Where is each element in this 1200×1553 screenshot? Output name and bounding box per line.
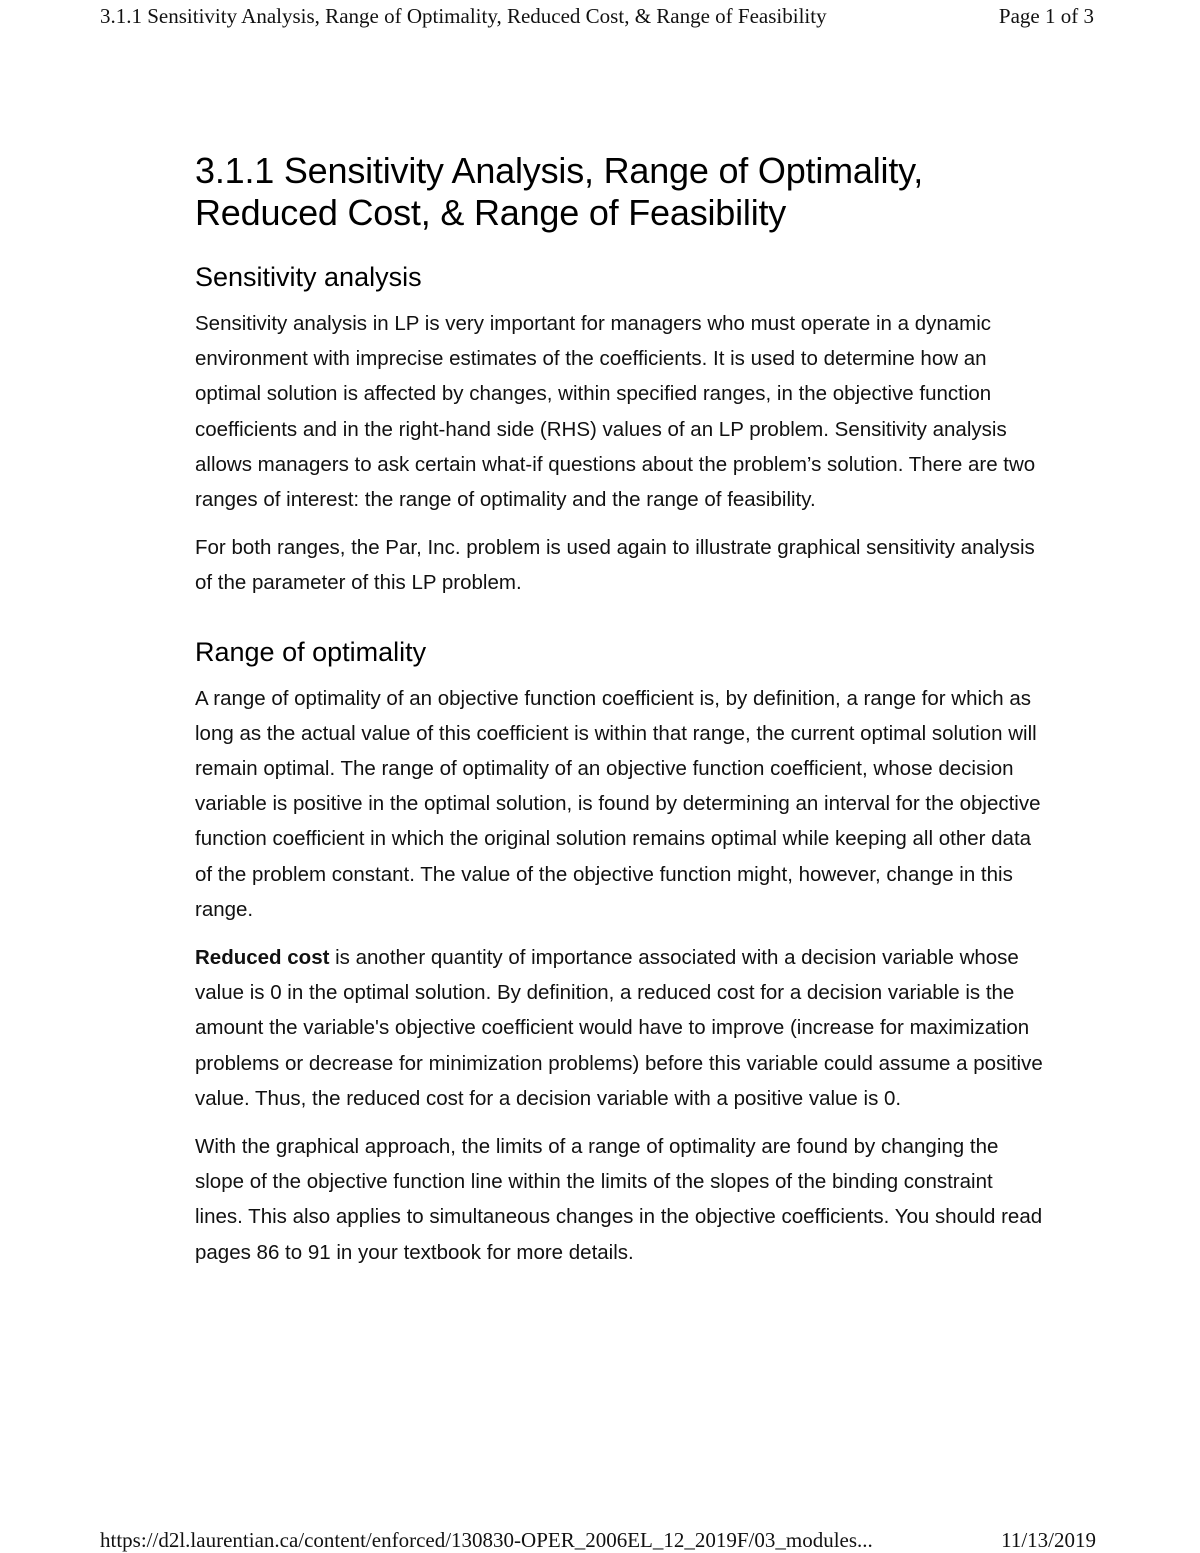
section-heading-optimality: Range of optimality — [195, 636, 427, 667]
paragraph-optimality-definition: A range of optimality of an objective function coefficient is, by definition, a range for which as long as the actual value of this coefficient is within that range, the current optimal solution will remain optimal. The range of optimality of an objective function coefficient, whose decision variable is positive in the optimal solution, is found by determining an interval for the objective function coefficient in which the original solution remains optimal while keeping all other data of the problem constant. The value of the objective function might, however, change in this range. — [195, 686, 1041, 921]
print-header — [0, 0, 1200, 40]
header-page-number: Page 1 of 3 — [998, 4, 1094, 28]
print-footer — [0, 1524, 1200, 1553]
footer-date: 11/13/2019 — [1001, 1528, 1096, 1552]
section-sensitivity-analysis — [195, 260, 1045, 601]
paragraph-graphical-approach: With the graphical approach, the limits of a range of optimality are found by changing the slope of the objective function line within the limits of the slopes of the binding constraint lines. This also applies to simultaneous changes in the objective coefficients. You should read pages 86 to 91 in your textbook for more details. — [195, 1135, 1043, 1264]
paragraph-reduced-cost — [195, 940, 1045, 1116]
footer-url: https://d2l.laurentian.ca/content/enforced/130830-OPER_2006EL_12_2019F/03_modules... — [100, 1528, 873, 1552]
reduced-cost-term: Reduced cost — [195, 946, 330, 970]
page-title-line-2: Reduced Cost, & Range of Feasibility — [195, 192, 787, 233]
section-heading-sensitivity: Sensitivity analysis — [195, 262, 422, 292]
page-title-line-1: 3.1.1 Sensitivity Analysis, Range of Optimality, — [195, 150, 924, 191]
page-title — [195, 150, 1045, 234]
paragraph-sensitivity-intro: Sensitivity analysis in LP is very important for managers who must operate in a dynamic environment with imprecise estimates of the coefficients. It is used to determine how an optimal solution is affected by changes, within specified ranges, in the objective function coefficients and in the right-hand side (RHS) values of an LP problem. Sensitivity analysis allows managers to ask certain what-if questions about the problem’s solution. There are two ranges of interest: the range of optimality and the range of feasibility. — [195, 312, 1036, 512]
article-content — [195, 150, 1045, 1283]
reduced-cost-text: is another quantity of importance associated with a decision variable whose value is 0 in the optimal solution. By definition, a reduced cost for a decision variable is the amount the variable's objective coefficient would have to improve (increase for maximization problems or decrease for minimization problems) before this variable could assume a positive value. Thus, the reduced cost for a decision variable with a positive value is 0. — [195, 946, 1043, 1110]
header-document-title: 3.1.1 Sensitivity Analysis, Range of Optimality, Reduced Cost, & Range of Feasibility — [100, 4, 827, 28]
paragraph-par-inc: For both ranges, the Par, Inc. problem is used again to illustrate graphical sensitivity analysis of the parameter of this LP problem. — [195, 536, 1035, 595]
section-range-of-optimality — [195, 635, 1045, 1270]
